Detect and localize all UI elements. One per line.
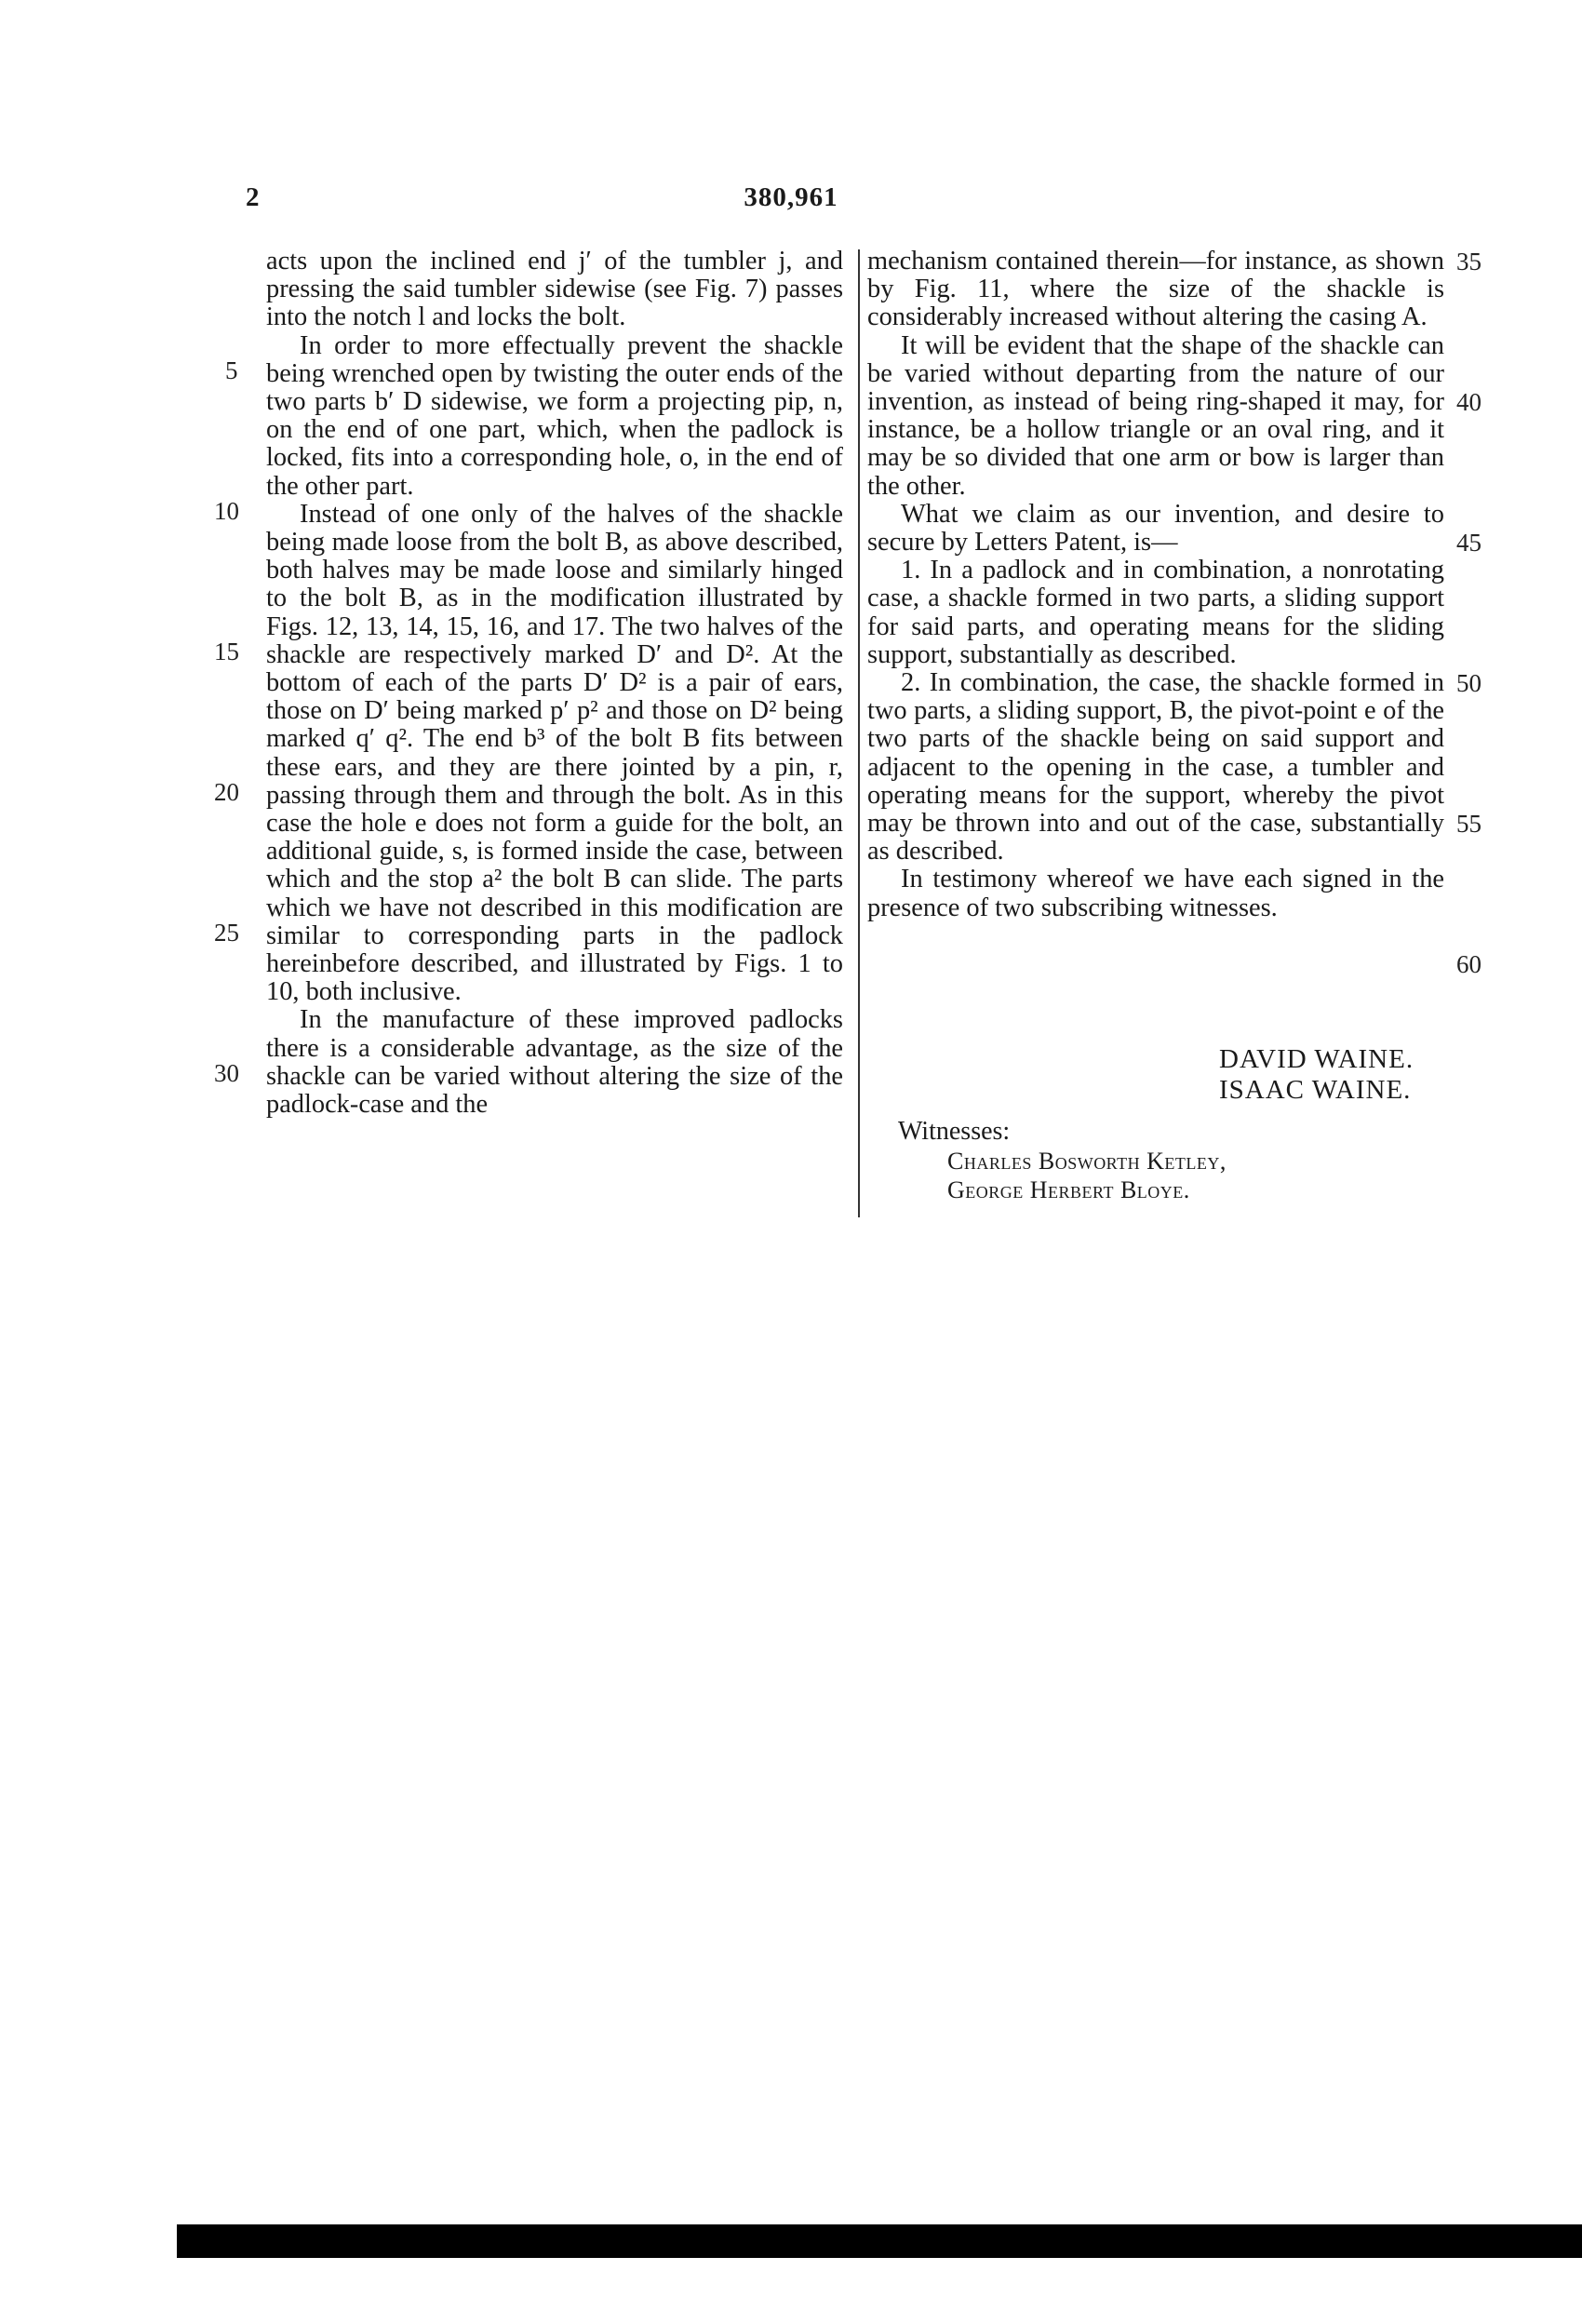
line-number: 45 xyxy=(1456,529,1481,557)
scan-border-bar xyxy=(177,2224,1582,2258)
line-number: 60 xyxy=(1456,950,1481,978)
witness-name: Charles Bosworth Ketley, xyxy=(947,1148,1227,1175)
line-number: 10 xyxy=(214,497,239,525)
paragraph: Instead of one only of the halves of the shackle being made loose from the bolt B, as above described, both halves may be made loose and similarly hinged to the bolt B, as in the modification illustrated by Figs. 12, 13, 14, 15, 16, and 17. The two halves of the shackle are respectively marked D′ and D². At the bottom of each of the parts D′ D² is a pair of ears, those on D′ being marked p′ p² and those on D² being marked q′ q². The end b³ of the bolt B fits between these ears, and they are there jointed by a pin, r, passing through them and through the bolt. As in this case the hole e does not form a guide for the bolt, an additional guide, s, is formed inside the case, between which and the stop a² the bolt B can slide. The parts which we have not described in this modification are similar to corresponding parts in the padlock hereinbefore described, and illustrated by Figs. 1 to 10, both inclusive. xyxy=(266,499,843,1007)
paragraph: It will be evident that the shape of the shackle can be varied without departing from the nature of our invention, as instead of being ring-shaped it may, for instance, be a hollow triangle or an oval ring, and it may be so divided that one arm or bow is larger than the other. xyxy=(867,330,1444,501)
signature-david-waine: DAVID WAINE. xyxy=(1219,1044,1414,1074)
witnesses-label: Witnesses: xyxy=(898,1117,1011,1146)
line-number: 15 xyxy=(214,638,239,665)
paragraph: What we claim as our invention, and desire to secure by Letters Patent, is— xyxy=(867,499,1444,557)
paragraph: In testimony whereof we have each signed in the presence of two subscribing witnesses. xyxy=(867,865,1444,922)
line-number: 20 xyxy=(214,778,239,806)
paragraph: 1. In a padlock and in combination, a nonrotating case, a shackle formed in two parts, a sliding support for said parts, and operating means for the sliding support, substantially as described. xyxy=(867,556,1444,669)
paragraph: mechanism contained therein—for instance, as shown by Fig. 11, where the size of the shackle is considerably increased without altering the casing A. xyxy=(867,247,1444,332)
paragraph: In order to more effectually prevent the shackle being wrenched open by twisting the outer ends of the two parts b′ D sidewise, we form a projecting pip, n, on the end of one part, which, when the padlock is locked, fits into a corresponding hole, o, in the end of the other part. xyxy=(266,330,843,501)
left-column xyxy=(266,248,843,1119)
line-number: 40 xyxy=(1456,388,1481,416)
patent-number: 380,961 xyxy=(744,182,838,212)
column-divider xyxy=(858,249,860,1217)
paragraph: acts upon the inclined end j′ of the tumbler j, and pressing the said tumbler sidewise (see Fig. 7) passes into the notch l and locks the bolt. xyxy=(266,247,843,332)
line-number: 25 xyxy=(214,919,239,947)
paragraph: In the manufacture of these improved padlocks there is a considerable advantage, as the size of the shackle can be varied without altering the size of the padlock-case and the xyxy=(266,1005,843,1120)
paragraph: 2. In combination, the case, the shackle formed in two parts, a sliding support, B, the pivot-point e of the two parts of the shackle being on said support and adjacent to the opening in the case, a tumbler and operating means for the support, whereby the pivot may be thrown into and out of the case, substantially as described. xyxy=(867,668,1444,866)
line-number: 35 xyxy=(1456,248,1481,275)
witness-name: George Herbert Bloye. xyxy=(947,1176,1190,1203)
signature-isaac-waine: ISAAC WAINE. xyxy=(1219,1075,1412,1105)
line-number: 50 xyxy=(1456,669,1481,697)
right-column xyxy=(867,248,1444,922)
page-number: 2 xyxy=(246,182,260,212)
line-number: 5 xyxy=(225,356,238,384)
line-number: 30 xyxy=(214,1059,239,1087)
line-number: 55 xyxy=(1456,810,1481,838)
